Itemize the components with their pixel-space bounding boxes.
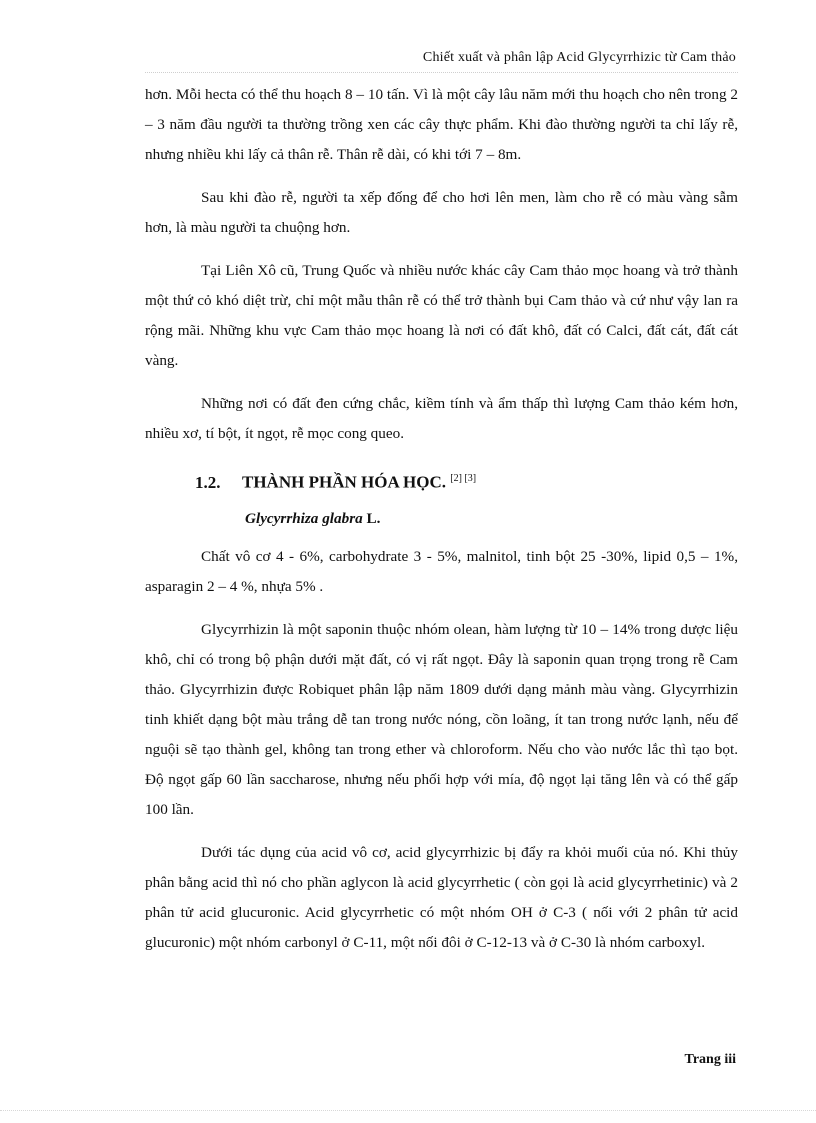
page-number: Trang iii	[684, 1052, 736, 1067]
paragraph-fermentation: Sau khi đào rễ, người ta xếp đống để cho hơi lên men, làm cho rễ có màu vàng sẫm hơn, là màu người ta chuộng hơn.	[145, 189, 738, 236]
running-header: Chiết xuất và phân lập Acid Glycyrrhizic từ Cam thảo	[422, 50, 736, 65]
species-author: L.	[362, 509, 381, 527]
paragraph-glycyrrhizin: Glycyrrhizin là một saponin thuộc nhóm olean, hàm lượng từ 10 – 14% trong dược liệu khô, chỉ có trong bộ phận dưới mặt đất, có vị rất ngọt. Đây là saponin quan trọng trong rễ Cam thảo. Glycyrrhizin được Robiquet phân lập năm 1809 dưới dạng mảnh màu vàng. Glycyrrhizin tinh khiết dạng bột màu trắng dễ tan trong nước nóng, cồn loãng, ít tan trong nước lạnh, nếu để nguội sẽ tạo thành gel, không tan trong ether và chloroform. Nếu cho vào nước lắc thì tạo bọt. Độ ngọt gấp 60 lần saccharose, nhưng nếu phối hợp với mía, độ ngọt lại tăng lên và có thể gấp 100 lần.	[145, 620, 738, 818]
paragraph-harvest: hơn. Mỗi hecta có thể thu hoạch 8 – 10 tấn. Vì là một cây lâu năm mới thu hoạch cho nên trong 2 – 3 năm đầu người ta thường trồng xen các cây thực phẩm. Khi đào thường người ta chỉ lấy rễ, nhưng nhiều khi lấy cả thân rễ. Thân rễ dài, có khi tới 7 – 8m.	[145, 86, 738, 163]
section-title: THÀNH PHẦN HÓA HỌC.	[242, 472, 447, 492]
page-bottom-divider	[0, 1110, 816, 1111]
species-name	[245, 504, 738, 534]
section-number: 1.2.	[195, 472, 221, 492]
paragraph-hydrolysis: Dưới tác dụng của acid vô cơ, acid glycyrrhizic bị đẩy ra khỏi muối của nó. Khi thủy phân bằng acid thì nó cho phần aglycon là acid glycyrrhetic ( còn gọi là acid glycyrrhetinic) và 2 phân tử acid glucuronic. Acid glycyrrhetic có một nhóm OH ở C-3 ( nối với 2 phân tử acid glucuronic) một nhóm carbonyl ở C-11, một nối đôi ở C-12-13 và ở C-30 là nhóm carboxyl.	[145, 843, 738, 951]
header-divider	[145, 72, 738, 73]
paragraph-soil-quality: Những nơi có đất đen cứng chắc, kiềm tính và ẩm thấp thì lượng Cam thảo kém hơn, nhiều xơ, tí bột, ít ngọt, rễ mọc cong queo.	[145, 395, 738, 442]
section-references: [2] [3]	[450, 473, 477, 484]
document-body	[145, 80, 738, 971]
paragraph-composition: Chất vô cơ 4 - 6%, carbohydrate 3 - 5%, malnitol, tinh bột 25 -30%, lipid 0,5 – 1%, asparagin 2 – 4 %, nhựa 5% .	[145, 547, 738, 595]
section-heading	[195, 462, 738, 500]
species-binomial: Glycyrrhiza glabra	[245, 509, 363, 527]
paragraph-wild-growth: Tại Liên Xô cũ, Trung Quốc và nhiều nước khác cây Cam thảo mọc hoang và trở thành một thứ cỏ khó diệt trừ, chỉ một mẫu thân rễ có thể trở thành bụi Cam thảo và cứ như vậy lan ra rộng mãi. Những khu vực Cam thảo mọc hoang là nơi có đất khô, đất có Calci, đất cát, đất cát vàng.	[145, 262, 738, 369]
